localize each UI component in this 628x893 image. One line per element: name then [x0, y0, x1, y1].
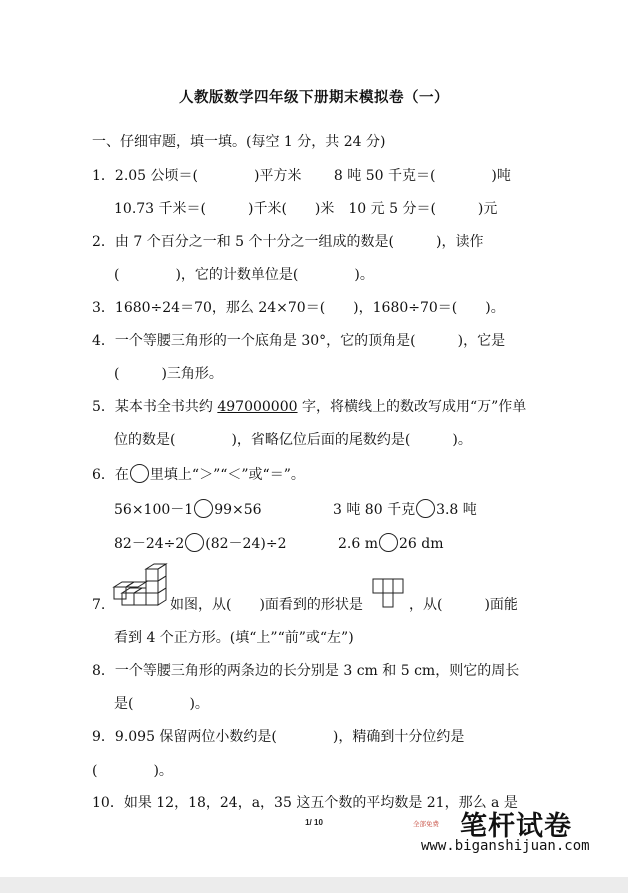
view-shape-figure	[372, 578, 406, 608]
expr-right: 26 dm	[399, 536, 444, 552]
question-6-prefix: 6．在	[92, 467, 129, 483]
question-5-line-1	[92, 398, 526, 416]
question-5-underlined-number: 497000000	[217, 399, 298, 415]
question-7-line-1-tail: ，从( )面能	[409, 597, 518, 613]
page-title: 人教版数学四年级下册期末模拟卷（一）	[179, 90, 449, 106]
expr-left: 82－24÷2	[114, 536, 185, 552]
watermark-url[interactable]: www.biganshijuan.com	[421, 838, 590, 854]
section-heading: 一、仔细审题，填一填。(每空 1 分，共 24 分)	[92, 134, 386, 150]
question-5-suffix: 字，将横线上的数改写成用“万”作单	[297, 399, 527, 415]
page-bottom-bar	[0, 877, 628, 893]
question-1-line-1: 1．2.05 公顷＝( )平方米 8 吨 50 千克＝( )吨	[92, 168, 511, 184]
stacked-cubes-figure	[112, 563, 168, 609]
question-4-line-2: ( )三角形。	[114, 366, 223, 382]
question-10: 10．如果 12，18，24，a，35 这五个数的平均数是 21，那么 a 是	[92, 795, 518, 811]
answer-circle[interactable]	[416, 499, 435, 518]
question-5-prefix: 5．某本书全书共约	[92, 399, 218, 415]
expr-right: (82－24)÷2	[205, 536, 287, 552]
compare-row-1-left	[114, 499, 262, 519]
watermark-brand: 笔杆试卷	[460, 811, 572, 842]
compare-row-2-right	[338, 533, 444, 553]
expr-left: 56×100－1	[114, 502, 194, 518]
page-number: 1/ 10	[305, 818, 323, 827]
expr-right: 3.8 吨	[436, 502, 477, 518]
compare-circle-icon	[130, 464, 149, 483]
question-9-line-2: ( )。	[92, 763, 173, 779]
compare-row-2-left	[114, 533, 286, 553]
expr-left: 2.6 m	[338, 536, 378, 552]
answer-circle[interactable]	[185, 533, 204, 552]
question-7-line-2: 看到 4 个正方形。(填“上”“前”或“左”)	[114, 630, 354, 646]
question-6-suffix: 里填上“＞”“＜”或“＝”。	[149, 467, 305, 483]
question-1-line-2: 10.73 千米＝( )千米( )米 10 元 5 分＝( )元	[114, 201, 498, 217]
question-7-number: 7.	[92, 597, 106, 613]
answer-circle[interactable]	[194, 499, 213, 518]
question-6-instruction	[92, 464, 305, 484]
expr-right: 99×56	[214, 502, 262, 518]
watermark-small-text: 全部免费	[413, 820, 439, 828]
answer-circle[interactable]	[379, 533, 398, 552]
question-9-line-1: 9．9.095 保留两位小数约是( )，精确到十分位约是	[92, 729, 465, 745]
question-7-line-1: 如图，从( )面看到的形状是	[170, 597, 363, 613]
question-3: 3．1680÷24＝70，那么 24×70＝( )，1680÷70＝( )。	[92, 300, 505, 316]
question-5-line-2: 位的数是( )，省略亿位后面的尾数约是( )。	[114, 432, 472, 448]
expr-left: 3 吨 80 千克	[333, 502, 416, 518]
question-2-line-2: ( )，它的计数单位是( )。	[114, 267, 374, 283]
compare-row-1-right	[333, 499, 477, 519]
question-2-line-1: 2．由 7 个百分之一和 5 个十分之一组成的数是( )，读作	[92, 234, 484, 250]
question-4-line-1: 4．一个等腰三角形的一个底角是 30°，它的顶角是( )，它是	[92, 333, 506, 349]
question-8-line-1: 8．一个等腰三角形的两条边的长分别是 3 cm 和 5 cm，则它的周长	[92, 663, 520, 679]
question-8-line-2: 是( )。	[114, 696, 209, 712]
